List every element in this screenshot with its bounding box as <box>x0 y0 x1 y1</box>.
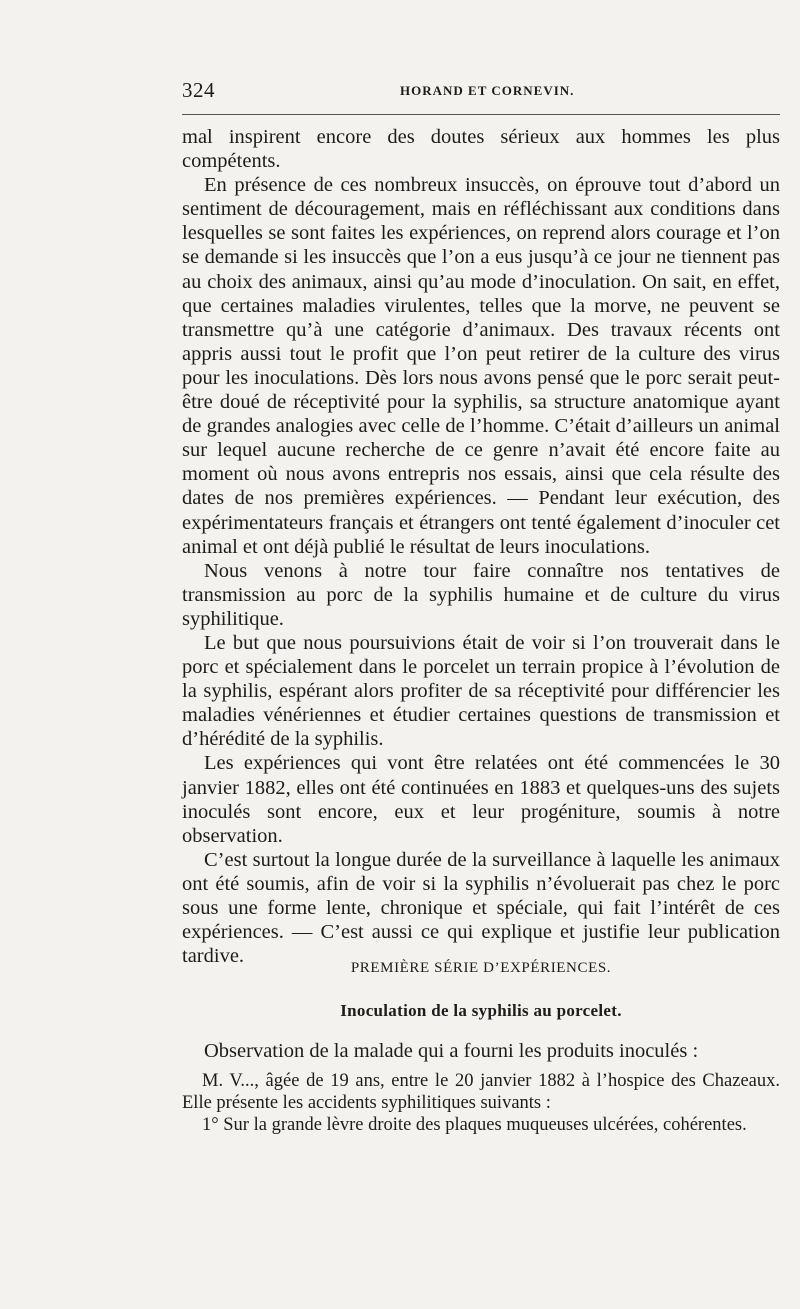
paragraph: mal inspirent encore des doutes sérieux aux hommes les plus compétents. <box>182 126 780 173</box>
header-rule <box>182 114 780 115</box>
observation-line: M. V..., âgée de 19 ans, entre le 20 janvier 1882 à l’hospice des Chazeaux. Elle présente les accidents syphilitiques suivants : <box>182 1071 780 1113</box>
body-text <box>182 125 780 968</box>
paragraph: Nous venons à notre tour faire connaître nos tentatives de transmission au porc de la syphilis humaine et de culture du virus syphilitique. <box>182 559 780 630</box>
series-heading: PREMIÈRE SÉRIE D’EXPÉRIENCES. <box>350 960 612 976</box>
observation-title: Observation de la malade qui a fourni les produits inoculés : <box>204 1040 699 1062</box>
observation-text <box>182 1070 780 1136</box>
observation-line: 1° Sur la grande lèvre droite des plaques muqueuses ulcérées, cohérentes. <box>202 1115 747 1135</box>
running-head: HORAND ET CORNEVIN. <box>400 83 575 98</box>
page-header <box>182 78 782 108</box>
paragraph: C’est surtout la longue durée de la surveillance à laquelle les animaux ont été soumis, afin de voir si la syphilis n’évoluerait pas chez le porc sous une forme lente, chronique et spéciale, qui fait l’intérêt de ces expériences. — C’est aussi ce qui explique et justifie leur publication tardive. <box>182 848 780 968</box>
paragraph: Le but que nous poursuivions était de voir si l’on trouverait dans le porc et spécialement dans le porcelet un terrain propice à l’évolution de la syphilis, espérant alors profiter de sa réceptivité pour différencier les maladies vénériennes et étudier certaines questions de transmission et d’hérédité de la syphilis. <box>182 631 780 751</box>
paragraph: En présence de ces nombreux insuccès, on éprouve tout d’abord un sentiment de découragement, mais en réfléchissant aux conditions dans lesquelles se sont faites les expériences, on reprend alors courage et l’on se demande si les insuccès que l’on a eus jusqu’à ce jour ne tiennent pas au choix des animaux, ainsi qu’au mode d’inoculation. On sait, en effet, que certaines maladies virulentes, telles que la morve, ne peuvent se transmettre qu’à une catégorie d’animaux. Des travaux récents ont appris aussi tout le profit que l’on peut retirer de la culture des virus pour les inoculations. Dès lors nous avons pensé que le porc serait peut-être doué de réceptivité pour la syphilis, sa structure anatomique ayant de grandes analogies avec celle de l’homme. C’était d’ailleurs un animal sur lequel aucune recherche de ce genre n’avait été encore faite au moment où nous avons entrepris nos essais, ainsi que cela résulte des dates de nos premières expériences. — Pendant leur exécution, des expérimentateurs français et étrangers ont tenté également d’inoculer cet animal et ont déjà publié le résultat de leurs inoculations. <box>182 174 780 558</box>
section-subheading: Inoculation de la syphilis au porcelet. <box>340 1001 622 1020</box>
paragraph: Les expériences qui vont être relatées ont été commencées le 30 janvier 1882, elles ont été continuées en 1883 et quelques-uns des sujets inoculés sont encore, eux et leur progéniture, soumis à notre observation. <box>182 752 780 847</box>
page-number: 324 <box>182 78 215 102</box>
